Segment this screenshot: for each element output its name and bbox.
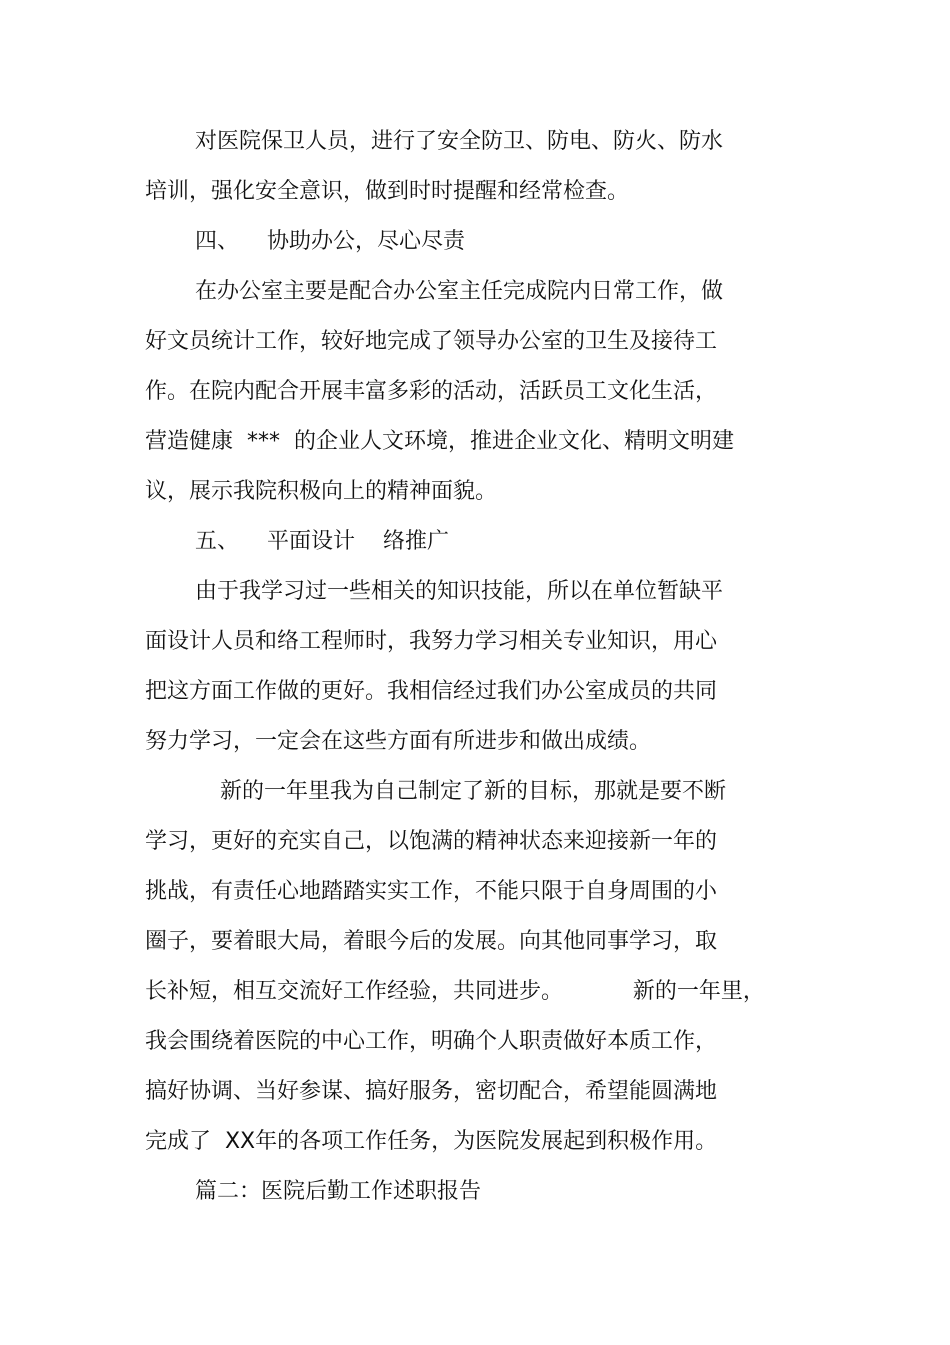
section-heading-five: 五、 平面设计 络推广 — [195, 529, 449, 554]
text-line: 好文员统计工作，较好地完成了领导办公室的卫生及接待工 — [145, 329, 718, 354]
text-line: 由于我学习过一些相关的知识技能，所以在单位暂缺平 — [195, 579, 724, 604]
text-line: 完成了 XX年的各项工作任务，为医院发展起到积极作用。 — [145, 1129, 718, 1154]
text-line: 把这方面工作做的更好。我相信经过我们办公室成员的共同 — [145, 679, 718, 704]
text-line: 培训，强化安全意识，做到时时提醒和经常检查。 — [145, 179, 630, 204]
text-line: 新的一年里我为自己制定了新的目标，那就是要不断 — [220, 779, 727, 804]
text-line: 议，展示我院积极向上的精神面貌。 — [145, 479, 498, 504]
chapter-heading: 篇二：医院后勤工作述职报告 — [195, 1179, 482, 1204]
text-line: 面设计人员和络工程师时，我努力学习相关专业知识，用心 — [145, 629, 718, 654]
text-line: 学习，更好的充实自己，以饱满的精神状态来迎接新一年的 — [145, 829, 718, 854]
text-line: 作。在院内配合开展丰富多彩的活动，活跃员工文化生活， — [145, 379, 718, 404]
text-line: 对医院保卫人员，进行了安全防卫、防电、防火、防水 — [195, 129, 724, 154]
section-heading-four: 四、 协助办公，尽心尽责 — [195, 229, 465, 254]
text-line: 挑战，有责任心地踏踏实实工作，不能只限于自身周围的小 — [145, 879, 718, 904]
text-line: 营造健康 *** 的企业人文环境，推进企业文化、精明文明建 — [145, 429, 734, 454]
text-line: 长补短，相互交流好工作经验，共同进步。 新的一年里， — [145, 979, 765, 1004]
text-line: 在办公室主要是配合办公室主任完成院内日常工作，做 — [195, 279, 724, 304]
text-line: 搞好协调、当好参谋、搞好服务，密切配合，希望能圆满地 — [145, 1079, 718, 1104]
text-line: 圈子，要着眼大局，着眼今后的发展。向其他同事学习，取 — [145, 929, 718, 954]
text-line: 努力学习，一定会在这些方面有所进步和做出成绩。 — [145, 729, 652, 754]
text-line: 我会围绕着医院的中心工作，明确个人职责做好本质工作， — [145, 1029, 718, 1054]
